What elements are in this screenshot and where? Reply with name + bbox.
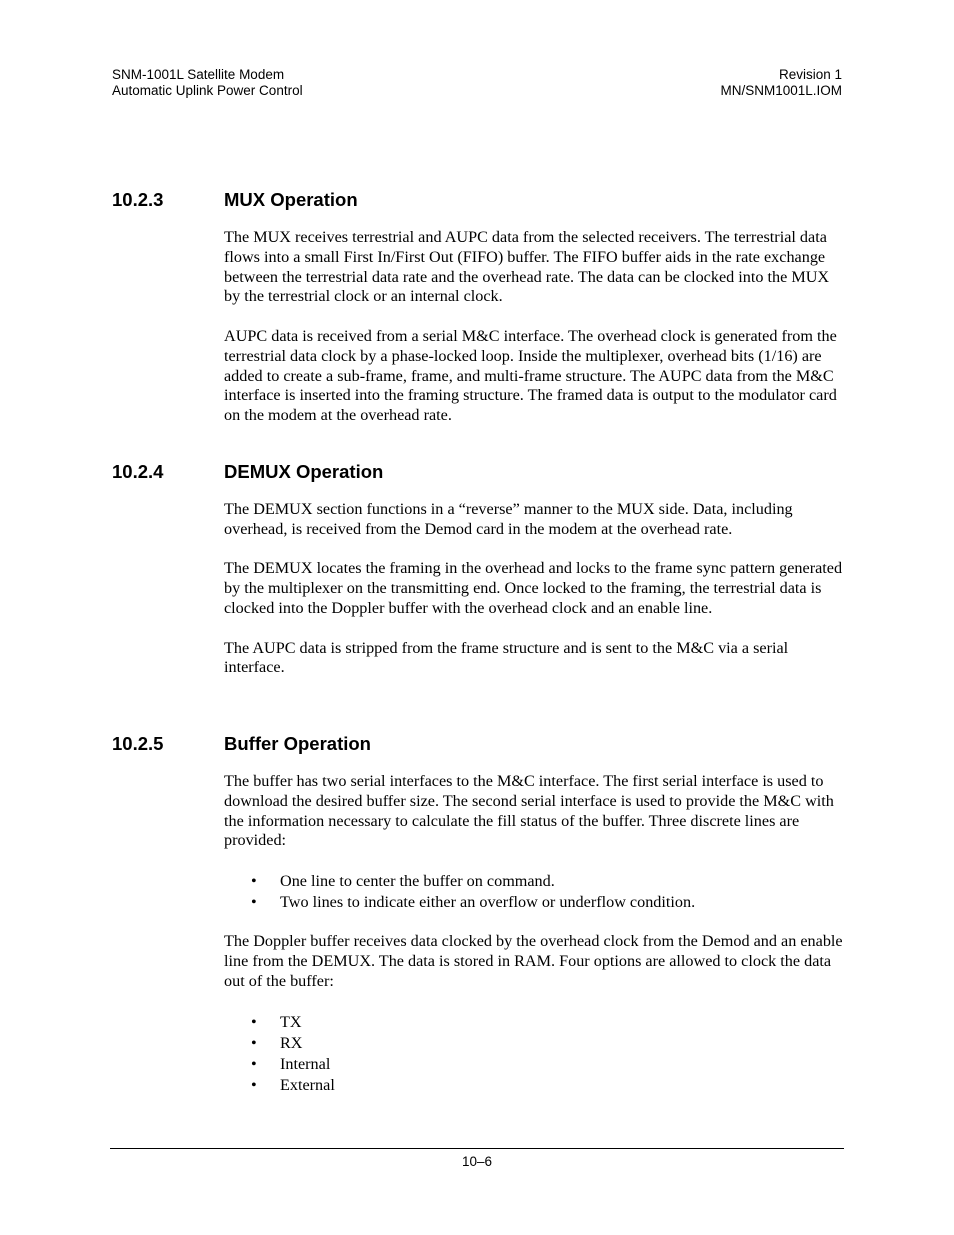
paragraph: The AUPC data is stripped from the frame structure and is sent to the M&C via a serial interface. [224, 638, 789, 677]
paragraph: The buffer has two serial interfaces to the M&C interface. The first serial interface is used to download the desired buffer size. The second serial interface is used to provide the M&C with the information necessary to calculate the fill status of the buffer. Three discrete lines are provided: [224, 772, 834, 850]
list-item: • One line to center the buffer on command. [251, 872, 555, 891]
bullet-icon: • [251, 1012, 257, 1031]
section-number: 10.2.5 [112, 733, 164, 754]
section-heading [112, 189, 842, 211]
header-chapter-title: Automatic Uplink Power Control [112, 83, 303, 98]
bullet-icon: • [251, 1075, 257, 1094]
bullet-icon: • [251, 893, 257, 912]
header-document-number: MN/SNM1001L.IOM [720, 83, 842, 98]
list-item: • Internal [251, 1054, 331, 1073]
section-heading [112, 461, 842, 483]
header-document-title: SNM-1001L Satellite Modem [112, 67, 285, 82]
paragraph: The Doppler buffer receives data clocked by the overhead clock from the Demod and an enable line from the DEMUX. The data is stored in RAM. Four options are allowed to clock the data out of the buffer: [224, 932, 843, 990]
list-item: • Two lines to indicate either an overflow or underflow condition. [251, 893, 696, 912]
bullet-icon: • [251, 1054, 257, 1073]
footer-divider [110, 1148, 844, 1149]
section-buffer-operation [112, 733, 842, 1096]
paragraph: The MUX receives terrestrial and AUPC data from the selected receivers. The terrestrial data flows into a small First In/First Out (FIFO) buffer. The FIFO buffer aids in the rate exchange between the terrestrial data rate and the overhead rate. The data can be clocked into the MUX by the terrestrial clock or an internal clock. [224, 228, 830, 306]
section-mux-operation [112, 189, 842, 426]
section-number: 10.2.4 [112, 461, 164, 482]
page-header-left [112, 67, 303, 99]
section-title: DEMUX Operation [224, 461, 384, 482]
section-demux-operation [112, 461, 842, 678]
bullet-icon: • [251, 872, 257, 891]
section-heading [112, 733, 842, 755]
paragraph: The DEMUX section functions in a “reverse” manner to the MUX side. Data, including overhead, is received from the Demod card in the modem at the overhead rate. [224, 500, 793, 538]
header-revision: Revision 1 [778, 67, 842, 82]
section-title: Buffer Operation [224, 733, 371, 754]
list-item: • External [251, 1075, 335, 1094]
section-title: MUX Operation [224, 189, 358, 210]
list-item: • TX [251, 1012, 302, 1031]
bullet-list [224, 1012, 842, 1096]
paragraph: AUPC data is received from a serial M&C interface. The overhead clock is generated from the terrestrial data clock by a phase-locked loop. Inside the multiplexer, overhead bits (1/16) are added to create a sub-frame, frame, and multi-frame structure. The AUPC data from the M&C interface is inserted into the framing structure. The framed data is output to the modulator card on the modem at the overhead rate. [224, 326, 837, 425]
bullet-icon: • [251, 1033, 257, 1052]
page-header-right [720, 67, 842, 99]
bullet-list [224, 871, 842, 913]
section-number: 10.2.3 [112, 189, 164, 210]
page-number: 10–6 [461, 1154, 493, 1169]
paragraph: The DEMUX locates the framing in the overhead and locks to the frame sync pattern generated by the multiplexer on the transmitting end. Once locked to the framing, the terrestrial data is clocked into the Doppler buffer with the overhead clock and an enable line. [224, 559, 843, 617]
list-item: • RX [251, 1033, 303, 1052]
